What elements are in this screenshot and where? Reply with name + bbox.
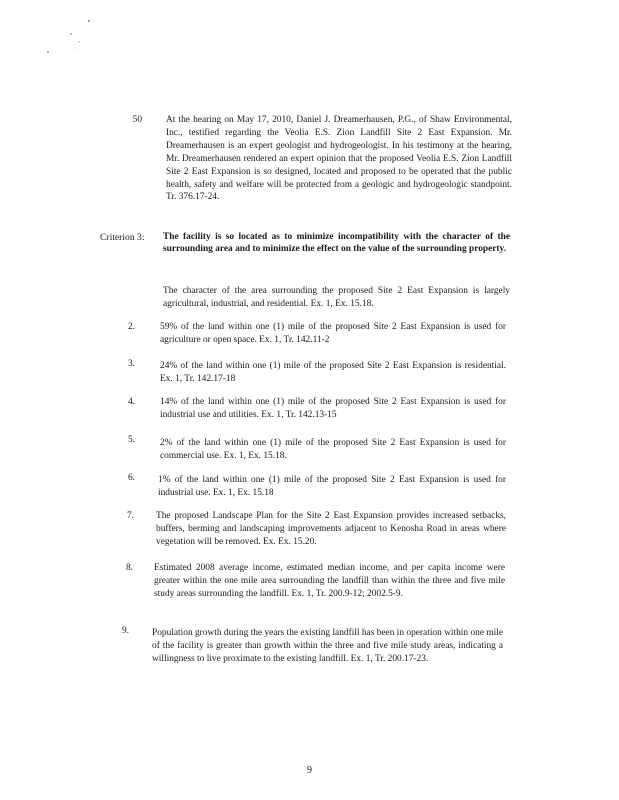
paragraph-9-text: Population growth during the years the existing landfill has been in operation within one mile of the facility is greater than growth within the three and five mile study areas, indicating a willingness to live proximate to the existing landfill. Ex. 1, Tr. 200.17-23. [152,628,503,664]
paragraph-7-text: The proposed Landscape Plan for the Site 2 East Expansion provides increased setbacks, buffers, berming and landscaping improvements adjacent to Kenosha Road in areas where vegetation will be removed. Ex. Ex. 15.20. [156,511,506,547]
paragraph-number-4: 4. [127,397,135,407]
paragraph-1-text: The character of the area surrounding the proposed Site 2 East Expansion is largely agricultural, industrial, and residential. Ex. 1, Ex. 15.18. [163,286,510,309]
criterion-text: The facility is so located as to minimize incompatibility with the character of the surrounding area and to minimize the effect on the value of the surrounding property. [163,232,510,255]
paragraph-number-9: 9. [121,626,129,636]
paragraph-2-text: 59% of the land within one (1) mile of the proposed Site 2 East Expansion is used for agriculture or open space. Ex. 1, Tr. 142.11-2 [160,322,506,345]
paragraph-4-text: 14% of the land within one (1) mile of the proposed Site 2 East Expansion is used for industrial use and utilities. Ex. 1, Tr. 142.13-15 [160,397,506,420]
paragraph-number-6: 6. [127,473,135,483]
criterion-label: Criterion 3: [100,232,145,243]
paragraph-number-3: 3. [127,359,135,369]
paragraph-5-text: 2% of the land within one (1) mile of the proposed Site 2 East Expansion is used for commercial use. Ex. 1, Ex. 15.18. [160,438,506,461]
paragraph-number-8: 8. [125,563,133,573]
paragraph-8-text: Estimated 2008 average income, estimated median income, and per capita income were greater within the one mile area surrounding the landfill than within the three and five mile study areas surrounding the landfill. Ex. 1, Tr. 200.9-12; 2002.5-9. [154,563,505,599]
paragraph-6-text: 1% of the land within one (1) mile of the proposed Site 2 East Expansion is used for industrial use. Ex. 1, Ex. 15.18 [158,475,506,498]
paragraph-number-50: 50 [132,115,142,125]
paragraph-number-7: 7. [126,511,134,521]
paragraph-50-text: At the hearing on May 17, 2010, Daniel J. Dreamerhausen, P.G., of Shaw Environmental, Inc., testified regarding the Veolia E.S. Zion Landfill Site 2 East Expansion. Mr. Dreamerhausen is an expert geologist and hydrogeologist. In his testimony at the hearing, Mr. Dreamerhausen rendered an expert opinion that the proposed Veolia E.S. Zion Landfill Site 2 East Expansion is so designed, located and proposed to be operated that the public health, safety and welfare will be protected from a geologic and hydrogeologic standpoint. Tr. 376.17-24. [166,115,512,203]
paragraph-3-text: 24% of the land within one (1) mile of the proposed Site 2 East Expansion is residential. Ex. 1, Tr. 142.17-18 [160,361,506,384]
page-number: 9 [307,765,312,776]
paragraph-number-2: 2. [127,322,135,332]
paragraph-number-5: 5. [127,435,135,445]
